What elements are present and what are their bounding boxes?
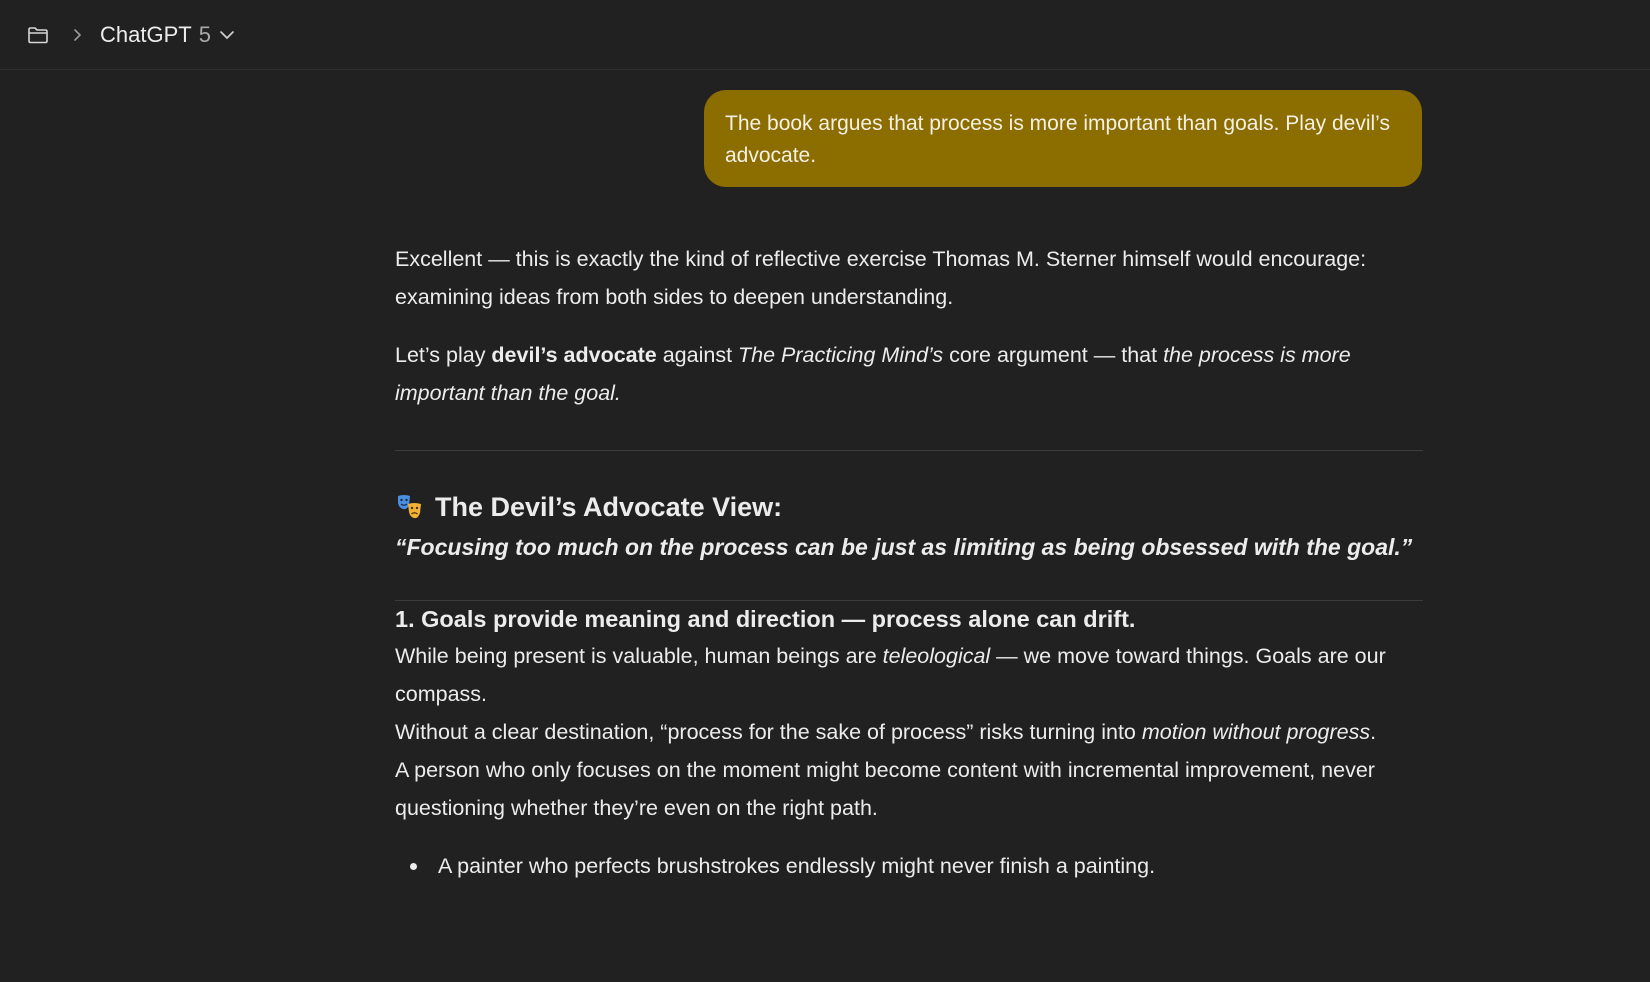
- list-item: A painter who perfects brushstrokes endlessly might never finish a painting.: [395, 847, 1425, 885]
- bold-segment: devil’s advocate: [491, 343, 657, 367]
- text-segment: core argument — that: [943, 343, 1164, 367]
- theater-masks-icon: [395, 492, 425, 522]
- section-heading-text: The Devil’s Advocate View:: [435, 492, 783, 522]
- italic-segment: motion without progress: [1141, 720, 1371, 744]
- chevron-down-icon: [219, 27, 235, 43]
- quote: “Focusing too much on the process can be just as limiting as being obsessed with the goal.”: [395, 534, 1413, 560]
- section-heading: [395, 487, 1425, 527]
- folder-icon[interactable]: [26, 23, 50, 47]
- text-segment: Without a clear destination, “process for the sake of process” risks turning into: [395, 720, 1142, 744]
- user-message-bubble: The book argues that process is more important than goals. Play devil’s advocate.: [704, 90, 1422, 187]
- intro-paragraph: Excellent — this is exactly the kind of reflective exercise Thomas M. Sterner himself would encourage: examining ideas from both sides to deepen understanding.: [395, 247, 1367, 309]
- text-segment: against: [656, 343, 739, 367]
- model-selector[interactable]: [100, 22, 235, 48]
- assistant-message: [395, 240, 1425, 885]
- model-version: 5: [198, 21, 211, 47]
- bullet-list: [395, 847, 1425, 885]
- text-segment: .: [1370, 720, 1377, 744]
- subsection-heading: 1. Goals provide meaning and direction — process alone can drift.: [395, 606, 1136, 632]
- body-paragraph: [395, 637, 1425, 751]
- italic-segment: the process is more important than the goal.: [395, 343, 1351, 405]
- devils-advocate-paragraph: [395, 336, 1425, 412]
- model-name: ChatGPT: [100, 21, 192, 47]
- book-title: The Practicing Mind’s: [738, 343, 944, 367]
- divider: [395, 450, 1423, 451]
- body-paragraph: A person who only focuses on the moment might become content with incremental improvement, never questioning whether they’re even on the right path.: [395, 758, 1375, 820]
- text-segment: While being present is valuable, human beings are: [395, 644, 883, 668]
- top-bar: [0, 0, 1650, 70]
- chevron-right-icon: [70, 28, 84, 42]
- text-segment: — we move toward things. Goals are our compass.: [395, 644, 1386, 706]
- text-segment: Let’s play: [395, 343, 492, 367]
- italic-segment: teleological: [882, 644, 991, 668]
